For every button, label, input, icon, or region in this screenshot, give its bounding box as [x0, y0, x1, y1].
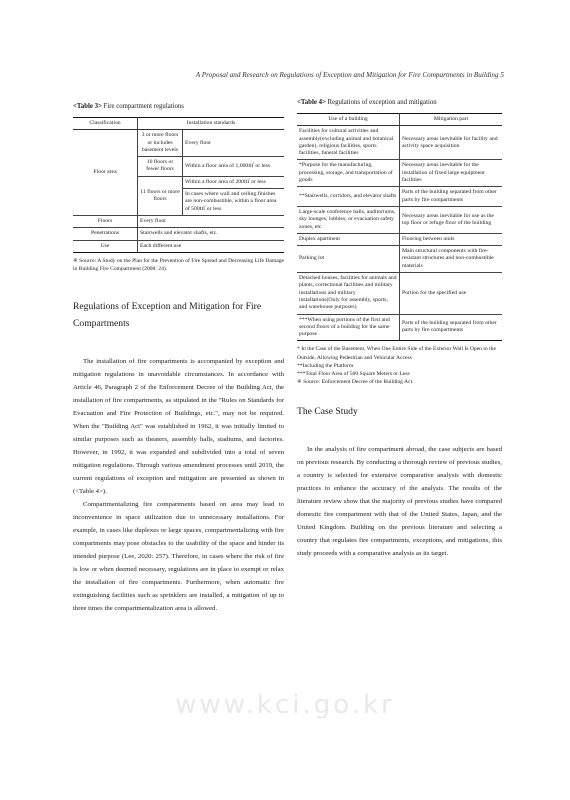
- section-title-case-study: The Case Study: [297, 405, 358, 417]
- table4-use-cell: Parking lot: [297, 246, 400, 273]
- table3-floor-area: Floor area: [73, 130, 138, 216]
- table-row: [297, 246, 502, 273]
- table3-row2-std: Within a floor area of 1,000㎡ or less: [183, 157, 285, 177]
- table4-notes: [297, 345, 502, 386]
- watermark: www.kci.go.kr: [175, 690, 395, 720]
- section2-paragraph-1: In the analysis of fire compartment abroad, the case subjects are based on previous research. By conducting a thorough review of previous studies, a country is selected for extensive comparative analysis with domestic practices to enhance the accuracy of the analysis. The results of the literature review show that the majority of previous studies have compared domestic fire compartment with that of the United States, Japan, and the United Kingdom. Building on the previous literature and selecting a country that regulates fire compartments, exceptions, and mitigations, this study proceeds with a comparative analysis as its target.: [297, 445, 502, 558]
- table3-row3-std-a: Within a floor area of 200㎡ or less: [183, 176, 285, 188]
- table3-source: [73, 257, 284, 273]
- table4-use-cell: **Stairwells, corridors, and elevator shafts: [297, 187, 400, 207]
- table3-row1-floors: 3 or more floors or includes basement levels: [138, 130, 183, 157]
- running-head: A Proposal and Research on Regulations of Exception and Mitigation for Fire Compartments in Building 5: [195, 71, 504, 79]
- table4-source: ※ Source: Enforcement Decree of the Building Act.: [297, 378, 414, 385]
- section2-body: [297, 443, 502, 560]
- table-row: [297, 206, 502, 233]
- table3-row3-floors: 11 floors or more floors: [138, 176, 183, 215]
- table-row: [297, 160, 502, 187]
- table3-use-label: Use: [73, 240, 138, 252]
- table4-use-cell: Large-scale conference halls, auditoriums, sky lounges, lobbies, or evacuation safety zones, etc: [297, 206, 400, 233]
- table3-penetrations-label: Penetrations: [73, 228, 138, 240]
- table4-part-cell: Flooring between units: [400, 233, 503, 245]
- table4-caption: [297, 99, 502, 106]
- table4-part-cell: Portion for the specified use: [400, 273, 503, 314]
- table-row: [297, 314, 502, 341]
- table3-penetrations-std: Stairwells and elevator shafts, etc.: [138, 228, 285, 240]
- table-row: [297, 273, 502, 314]
- table3-caption-label: <Table 3>: [73, 103, 102, 110]
- right-column: [297, 99, 502, 560]
- section-title-regulations: Regulations of Exception and Mitigation for Fire Compartments: [73, 301, 262, 329]
- section1-paragraph-1: The installation of fire compartments is accompanied by exception and mitigation regulations in unavoidable circumstances. In accordance with Article 46, Paragraph 2 of the Enforcement Decree of the Building Act, the installation of fire compartments, as stipulated in the "Rules on Standards for Evacuation and Fire Protection of Buildings, etc.", may not be required. When the "Building Act" was established in 1962, it was initially limited to similar purposes such as theaters, assembly halls, stadiums, and factories. However, in 1992, it was expanded and subdivided into a total of seven mitigation regulations. Through various amendment processes until 2019, the current regulations of exception and mitigation are presented as shown in (<Table 4>).: [73, 357, 284, 495]
- table4-part-cell: Necessary areas inevitable for the installation of fixed large equipment facilities: [400, 160, 503, 187]
- table4-caption-label: <Table 4>: [297, 99, 326, 106]
- table4-use-cell: Duplex apartment: [297, 233, 400, 245]
- table4-part-cell: Parts of the building separated from other parts by fire compartments: [400, 187, 503, 207]
- section1-body: [73, 355, 284, 615]
- table4-use-cell: *Purpose for the manufacturing, processing, storage, and transportation of goods: [297, 160, 400, 187]
- table4-caption-text: Regulations of exception and mitigation: [327, 99, 437, 106]
- table4-use-cell: Detached houses, facilities for animals and plants, correctional facilities and military installations and military installations(Only for assembly, sports, and warehouse purposes): [297, 273, 400, 314]
- table3-header-standards: Installation standards: [138, 118, 285, 130]
- table4-note-1: * In the Case of the Basement, When One Entire Side of the Exterior Wall Is Open to the Outside, Allowing Pedestrian and Vehicular Access: [297, 346, 496, 361]
- table-row: [297, 187, 502, 207]
- table4-header-use: Use of a building: [297, 114, 400, 126]
- table3-row3-std-b: In cases where wall and ceiling finishes are non-combustible, within a floor area of 500㎡ or less: [183, 189, 285, 216]
- table3-row1-std: Every floor: [183, 130, 285, 157]
- table4-note-3: ***Total Floor Area of 500 Square Meters or Less: [297, 370, 410, 377]
- left-column: [73, 103, 284, 615]
- table3-use-std: Each different use: [138, 240, 285, 252]
- table3-row2-floors: 10 floors or fewer floors: [138, 157, 183, 177]
- table-row: [297, 126, 502, 160]
- table4: [297, 113, 502, 341]
- table4-part-cell: Parts of the building separated from other parts by fire compartments: [400, 314, 503, 341]
- table-row: [297, 233, 502, 245]
- table4-use-cell: ***When using portions of the first and second floors of a building for the same purpose: [297, 314, 400, 341]
- table4-use-cell: Facilities for cultural activities and assembly(excluding animal and botanical garden), religious facilities, sports facilities, funeral facilities: [297, 126, 400, 160]
- table3: [73, 117, 284, 253]
- table4-part-cell: Necessary areas inevitable for facility and activity space acquisition: [400, 126, 503, 160]
- table4-note-2: **Including the Platform: [297, 362, 354, 369]
- table3-caption-text: Fire compartment regulations: [103, 103, 184, 110]
- table3-header-classification: Classification: [73, 118, 138, 130]
- table4-part-cell: Necessary areas inevitable for use as the top floor or refuge floor of the building: [400, 206, 503, 233]
- section1-paragraph-2: Compartmentalizing fire compartments based on area may lead to inconvenience in space utilization due to unnecessary installations. For example, in cases like duplexes or large spaces, compartmentalizing with fire compartments may pose obstacles to the usability of the space and hinder its intended purpose (Lee, 2020: 257). Therefore, in cases where the risk of fire is low or when deemed necessary, regulations are in place to exempt or relax the installation of fire compartments. Furthermore, when automatic fire extinguishing facilities such as sprinklers are installed, a mitigation of up to three times the compartmentalization area is allowed.: [73, 500, 284, 612]
- table3-floors-std: Every floor: [138, 215, 285, 227]
- table3-floors-label: Floors: [73, 215, 138, 227]
- table4-part-cell: Main structural components with fire-resistant structures and non-combustible materials: [400, 246, 503, 273]
- table3-source-text: ※ Source: A Study on the Plan for the Prevention of Fire Spread and Decreasing Life Damage in Building Fire Compartment (2008: 24).: [73, 257, 284, 272]
- table4-header-part: Mitigation part: [400, 114, 503, 126]
- table3-caption: [73, 103, 284, 110]
